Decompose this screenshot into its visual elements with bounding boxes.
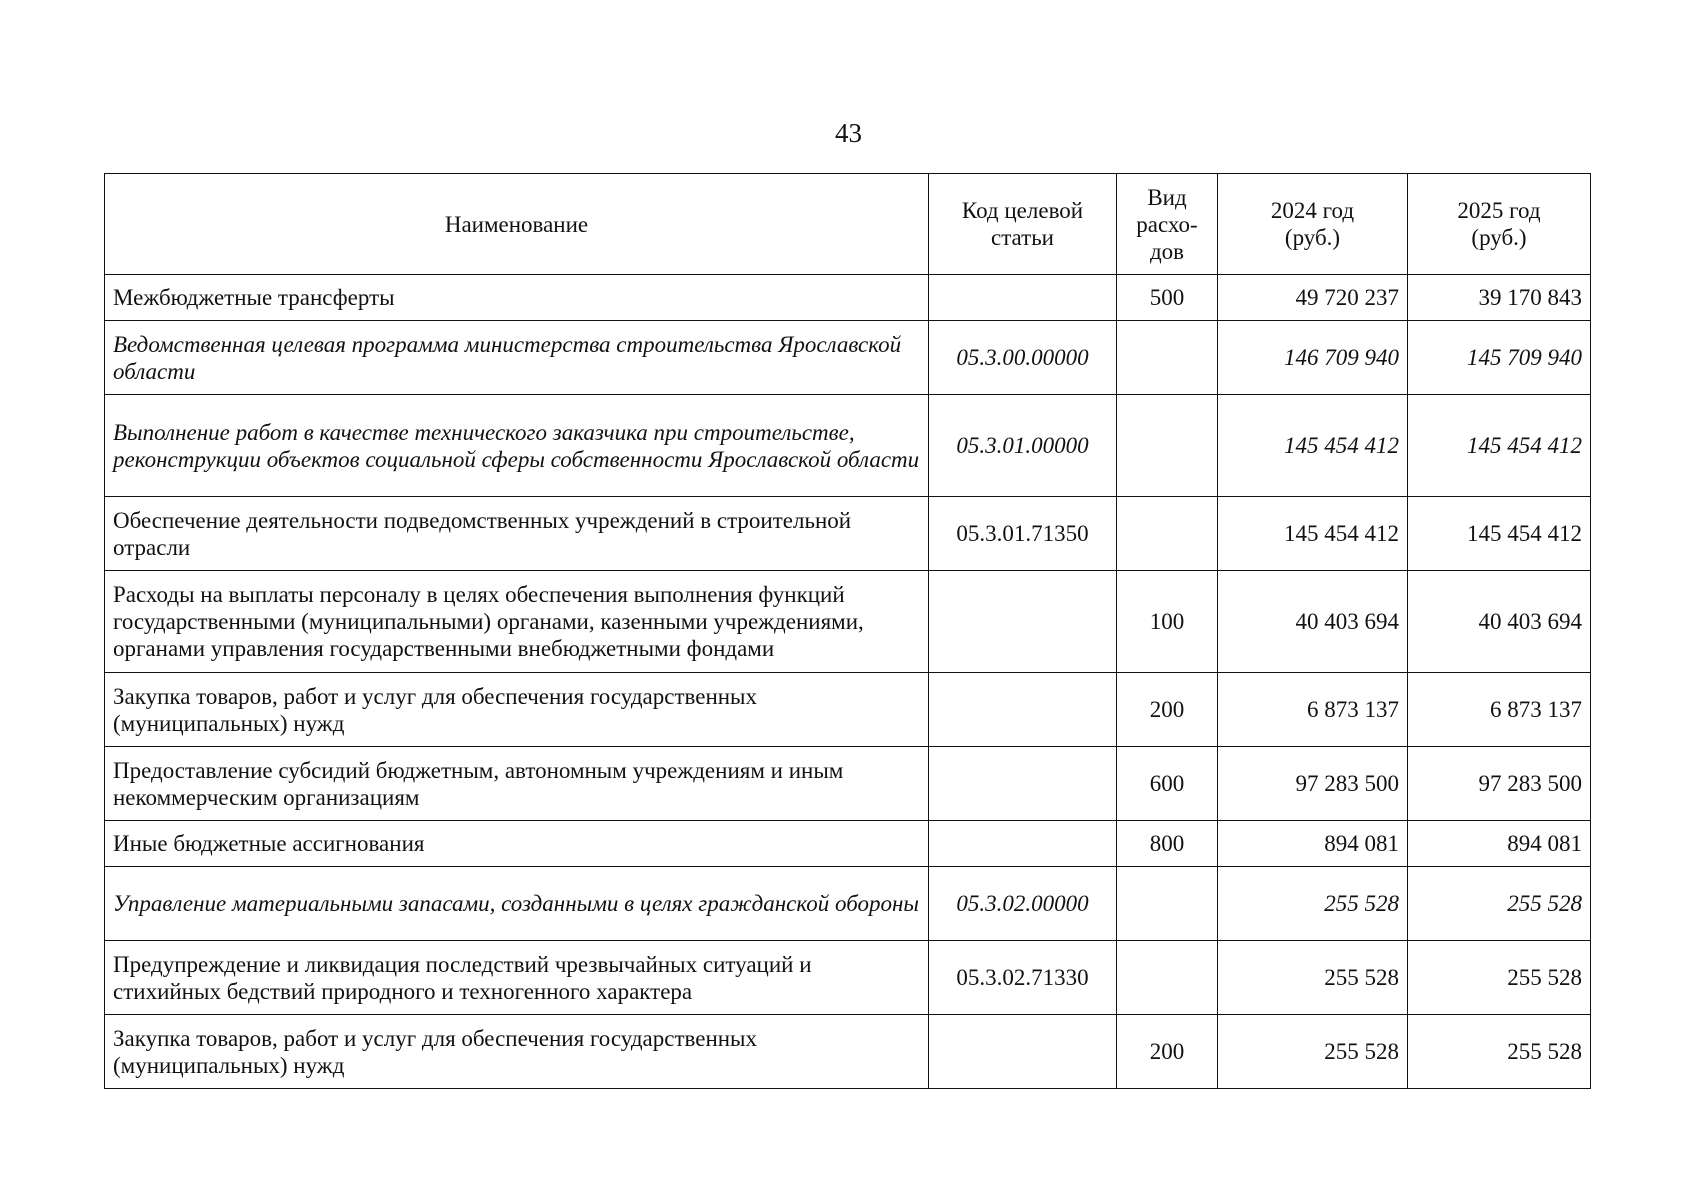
cell-type xyxy=(1117,867,1218,941)
cell-2024: 49 720 237 xyxy=(1218,275,1408,321)
cell-2024: 6 873 137 xyxy=(1218,673,1408,747)
header-2024: 2024 год (руб.) xyxy=(1218,174,1408,275)
cell-2024: 97 283 500 xyxy=(1218,747,1408,821)
cell-type xyxy=(1117,395,1218,497)
cell-type xyxy=(1117,497,1218,571)
table-row xyxy=(105,571,1591,673)
cell-name: Ведомственная целевая программа министерства строительства Ярославской области xyxy=(105,321,929,395)
table-row xyxy=(105,673,1591,747)
cell-2025: 145 454 412 xyxy=(1408,497,1591,571)
cell-name: Иные бюджетные ассигнования xyxy=(105,821,929,867)
cell-code xyxy=(929,747,1117,821)
header-code: Код целевой статьи xyxy=(929,174,1117,275)
header-name: Наименование xyxy=(105,174,929,275)
cell-2024: 146 709 940 xyxy=(1218,321,1408,395)
cell-code: 05.3.00.00000 xyxy=(929,321,1117,395)
cell-name: Закупка товаров, работ и услуг для обеспечения государственных (муниципальных) нужд xyxy=(105,673,929,747)
cell-2024: 255 528 xyxy=(1218,867,1408,941)
cell-name: Закупка товаров, работ и услуг для обеспечения государственных (муниципальных) нужд xyxy=(105,1015,929,1089)
cell-code: 05.3.02.71330 xyxy=(929,941,1117,1015)
header-2025: 2025 год (руб.) xyxy=(1408,174,1591,275)
cell-code xyxy=(929,571,1117,673)
table-row xyxy=(105,395,1591,497)
cell-code xyxy=(929,275,1117,321)
cell-code xyxy=(929,821,1117,867)
cell-type: 800 xyxy=(1117,821,1218,867)
table-row xyxy=(105,275,1591,321)
cell-2025: 255 528 xyxy=(1408,867,1591,941)
cell-2025: 145 709 940 xyxy=(1408,321,1591,395)
cell-2024: 145 454 412 xyxy=(1218,497,1408,571)
cell-type: 200 xyxy=(1117,673,1218,747)
cell-2025: 40 403 694 xyxy=(1408,571,1591,673)
table-row xyxy=(105,1015,1591,1089)
cell-2025: 39 170 843 xyxy=(1408,275,1591,321)
cell-name: Управление материальными запасами, созданными в целях гражданской обороны xyxy=(105,867,929,941)
cell-2024: 255 528 xyxy=(1218,941,1408,1015)
table-row xyxy=(105,497,1591,571)
cell-name: Выполнение работ в качестве технического заказчика при строительстве, реконструкции объектов социальной сферы собственности Ярославской области xyxy=(105,395,929,497)
cell-code xyxy=(929,673,1117,747)
table-row xyxy=(105,941,1591,1015)
cell-name: Межбюджетные трансферты xyxy=(105,275,929,321)
cell-2025: 255 528 xyxy=(1408,941,1591,1015)
cell-name: Предупреждение и ликвидация последствий чрезвычайных ситуаций и стихийных бедствий природного и техногенного характера xyxy=(105,941,929,1015)
cell-2024: 145 454 412 xyxy=(1218,395,1408,497)
cell-type: 600 xyxy=(1117,747,1218,821)
cell-2025: 255 528 xyxy=(1408,1015,1591,1089)
cell-name: Предоставление субсидий бюджетным, автономным учреждениям и иным некоммерческим организациям xyxy=(105,747,929,821)
table-row xyxy=(105,867,1591,941)
budget-table xyxy=(104,173,1591,1089)
cell-2024: 894 081 xyxy=(1218,821,1408,867)
cell-name: Расходы на выплаты персоналу в целях обеспечения выполнения функций государственными (муниципальными) органами, казенными учреждениями, органами управления государственными внебюджетными фондами xyxy=(105,571,929,673)
table-row xyxy=(105,821,1591,867)
cell-name: Обеспечение деятельности подведомственных учреждений в строительной отрасли xyxy=(105,497,929,571)
cell-code: 05.3.02.00000 xyxy=(929,867,1117,941)
table-row xyxy=(105,321,1591,395)
cell-code: 05.3.01.00000 xyxy=(929,395,1117,497)
cell-code xyxy=(929,1015,1117,1089)
cell-type: 100 xyxy=(1117,571,1218,673)
header-type: Вид расхо-дов xyxy=(1117,174,1218,275)
cell-2025: 145 454 412 xyxy=(1408,395,1591,497)
table-header-row xyxy=(105,174,1591,275)
cell-code: 05.3.01.71350 xyxy=(929,497,1117,571)
cell-type xyxy=(1117,941,1218,1015)
cell-2025: 894 081 xyxy=(1408,821,1591,867)
table-row xyxy=(105,747,1591,821)
cell-2024: 255 528 xyxy=(1218,1015,1408,1089)
cell-2025: 97 283 500 xyxy=(1408,747,1591,821)
cell-type: 200 xyxy=(1117,1015,1218,1089)
cell-2025: 6 873 137 xyxy=(1408,673,1591,747)
page-number: 43 xyxy=(835,118,862,148)
cell-type xyxy=(1117,321,1218,395)
cell-2024: 40 403 694 xyxy=(1218,571,1408,673)
cell-type: 500 xyxy=(1117,275,1218,321)
